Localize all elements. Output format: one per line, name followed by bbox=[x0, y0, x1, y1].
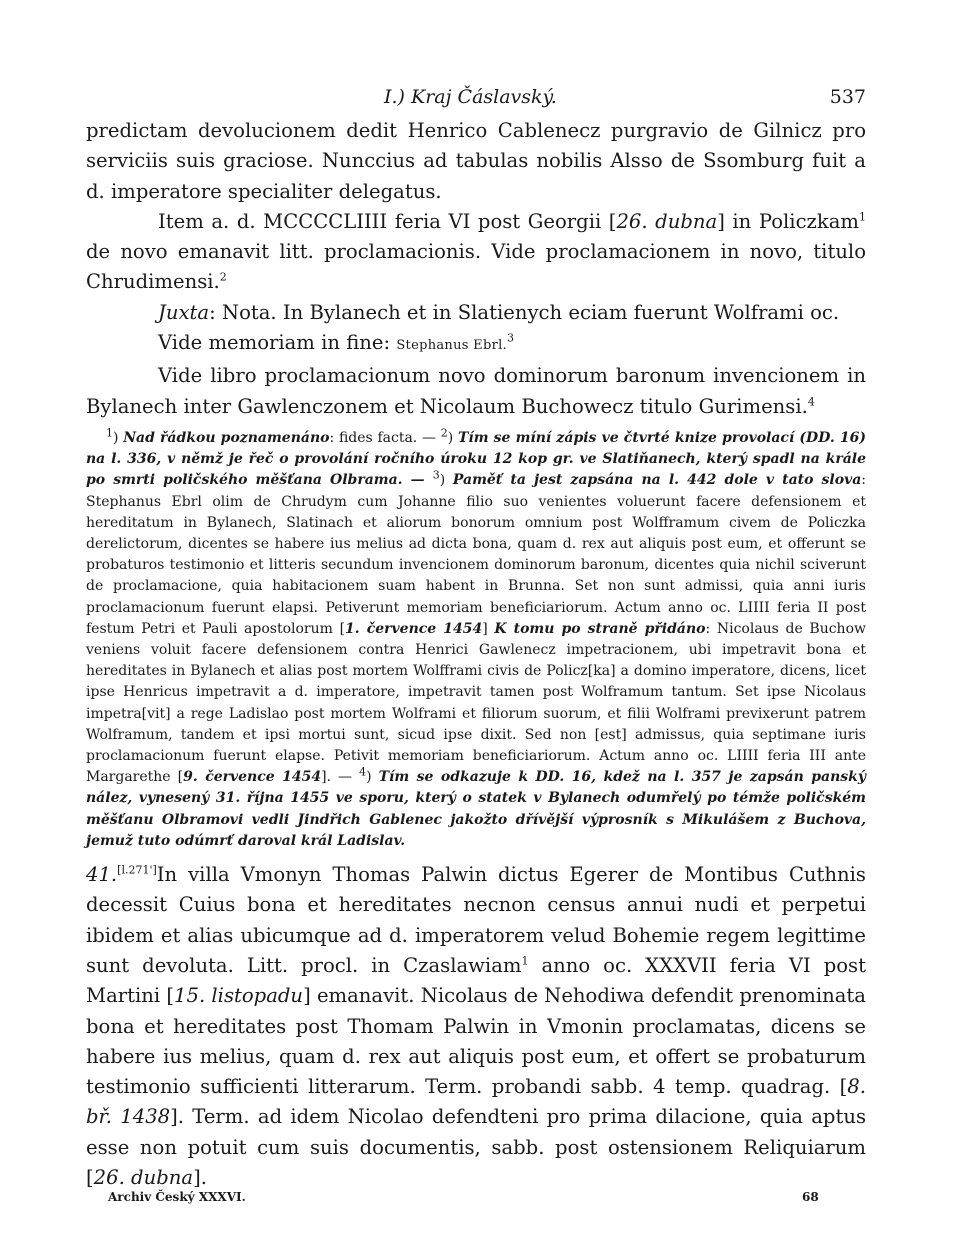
entry-41 bbox=[86, 860, 866, 1193]
paragraph-text: ]. Term. ad idem Nicolao defendteni pro prima dilacione, quia aptus esse non potuit cum suis documentis, sabb. post ostensionem Reliquiarum [ bbox=[86, 1105, 867, 1189]
footnote-ref: 1 bbox=[521, 954, 529, 968]
running-header bbox=[86, 86, 866, 116]
footnote-italic: Paměť ta jest zapsána na l. 442 dole v tato slova bbox=[452, 472, 862, 489]
header-title: I.) Kraj Čáslavský. bbox=[384, 86, 557, 108]
footnote-ref: 1 bbox=[859, 210, 866, 224]
footnote-text: ] bbox=[482, 620, 495, 637]
paragraph-text: In villa Vmonyn Thomas Palwin dictus Egerer de Montibus Cuthnis decessit Cuius bona et hereditates necnon census annui nudi et perpetui ibidem et alias ubicumque ad d. imperatorem velud Bohemie regem legittime sunt devoluta. Litt. procl. in Czaslawiam bbox=[86, 863, 866, 977]
paragraph bbox=[86, 860, 866, 1193]
paragraph-text: predictam devolucionem dedit Henrico Cablenecz purgravio de Gilnicz pro serviciis suis graciose. Nunccius ad tabulas nobilis Alsso de Ssomburg fuit a d. imperatore specialiter delegatus. bbox=[86, 119, 866, 203]
footer-signature: Archiv Český XXXVI. bbox=[108, 1190, 246, 1204]
page bbox=[86, 86, 866, 1193]
date-note: 26. dubna bbox=[616, 209, 718, 233]
paragraph bbox=[86, 207, 866, 298]
page-footer bbox=[108, 1190, 828, 1204]
main-text bbox=[86, 116, 866, 422]
date-note: 26. dubna bbox=[93, 1166, 194, 1189]
footer-sheet-number: 68 bbox=[802, 1190, 819, 1204]
footnote-number: 1 bbox=[106, 426, 113, 440]
paragraph-text: ]. bbox=[193, 1166, 207, 1189]
paragraph-text: Vide memoriam in fine: bbox=[158, 331, 397, 355]
date-note: 8. bř. 1438 bbox=[86, 1075, 866, 1129]
paragraph-text: anno oc. XXXVII feria VI post Martini [ bbox=[86, 953, 866, 1008]
footnote-italic: Tím se odkazuje k DD. 16, kdež na l. 357 je zapsán panský nález, vynesený 31. října 1455 ve sporu, který o statek v Bylanech odumřelý po témže poličském měšťanu Olbramovi vedli Jindřich Gablenec jakožto dřívější výprosník s Mikulášem z Buchova, jemuž tuto odúmrť daroval král Ladislav. bbox=[86, 769, 867, 849]
footnote-block: $^1$) Nad řádkou poznamenáno: fides facta. — $^2$) Tím se míní zápis ve čtvrté knize provolací (DD. 16) na l. 336, v němž je řeč o provolání ročního úroku 12 kop gr. ve Slatiňanech, který spadl na krále po smrti poličského měšťana Olbramа. — $^3$) Paměť ta jest zapsána na l. 442 dole v tato slova: Stephanus Ebrl olim de Chrudym cum Johanne filio suo venientes voluerunt facere defensionem et hereditatum in Bylanech, Slatinach et aliorum bonorum omnium post Wolfframum civem de Policzka derelictorum, dicentes se habere ius melius ad dicta bona, quam d. rex aut aliquis post eum, et offerunt se probaturos testimonio et litteris secundum invencionem dominorum baronum, dicentes quia nichil sciverunt de proclamacione, quia habitacionem suam habent in Brunna. Set non sunt admissi, quia anni iuris proclamacionum fuerunt elapsi. Petiverunt memoriam beneficiariorum. Actum anno oc. LIIII feria II post festum Petri et Pauli apostolorum [1. července 1454] K tomu po straně přidáno: Nicolaus de Buchow veniens voluit facere defensionem contra Henrici Gawlenecz impetracionem, ubi impetravit bona et hereditates in Bylanech et alias post mortem Wolfframi civis de Policz[ka] a domino imperatore, dicens, licet ipse Henricus impetravit a d. imperatore, impetravit tamen post Wolframum tantum. Set ipse Nicolaus impetra[vit] a rege Ladislao post mortem Wolframi et filiorum suorum, et filii Wolframi previxerunt patrem Wolframum, tandem et ipsi mortui sunt, sicud ipse dixit. Sed non [est] admissus, quia septimane iuris proclamacionum fuerunt elapse. Petivit memoriam beneficiariorum. Actum anno oc. LIIII feria III ante Margarethe [9. července 1454]. — $^4$) Tím se odkazuje k DD. 16, kdež na l. 357 je zapsán panský nález, vynesený 31. října 1455 ve sporu, který o statek v Bylanech odumřelý po témže poličském měšťanu Olbramovi vedli Jindřich Gablenec jakožto dřívější výprosník s Mikulášem z Buchova, jemuž tuto odúmrť daroval král Ladislav. bbox=[86, 426, 867, 849]
footnote-ref: 2 bbox=[219, 270, 227, 284]
footnote-text: : Stephanus Ebrl olim de Chrudym cum Johanne filio suo venientes voluerunt facere defensionem et hereditatum in Bylanech, Slatinach et aliorum bonorum omnium post Wolfframum civem de Policzka derelictorum, dicentes se habere ius melius ad dicta bona, quam d. rex aut aliquis post eum, et offerunt se probaturos testimonio et litteris secundum invencionem dominorum baronum, dicentes quia nichil sciverunt de proclamacione, quia habitacionem suam habent in Brunna. Set non sunt admissi, quia anni iuris proclamacionum fuerunt elapsi. Petiverunt memoriam beneficiariorum. Actum anno oc. LIIII feria II post festum Petri et Pauli apostolorum [ bbox=[86, 472, 867, 637]
footnote-italic: Nad řádkou poznamenáno bbox=[123, 429, 330, 446]
footnote-text: : Nicolaus de Buchow veniens voluit facere defensionem contra Henrici Gawlenecz impetracionem, ubi impetravit bona et hereditates in Bylanech et alias post mortem Wolfframi civis de Policz[ka] a domino imperatore, dicens, licet ipse Henricus impetravit a d. imperatore, impetravit tamen post Wolframum tantum. Set ipse Nicolaus impetra[vit] a rege Ladislao post mortem Wolframi et filiorum suorum, et filii Wolframi previxerunt patrem Wolframum, tandem et ipsi mortui sunt, sicud ipse dixit. Sed non [est] admissus, quia septimane iuris proclamacionum fuerunt elapse. Petivit memoriam beneficiariorum. Actum anno oc. LIIII feria III ante Margarethe [ bbox=[86, 620, 866, 786]
footnote-number: 4 bbox=[359, 765, 367, 779]
date-note: 9. července 1454 bbox=[183, 769, 322, 786]
footnote-text: : fides facta. — bbox=[329, 429, 441, 446]
small-caps-text: Stephanus Ebrl. bbox=[396, 338, 507, 354]
footnote-italic: K tomu po straně přidáno bbox=[494, 620, 706, 637]
paragraph-text: ] in Policzkam bbox=[717, 209, 859, 233]
paragraph-text: Vide libro proclamacionum novo dominorum baronum invencionem in Bylanech inter Gawlenczonem et Nicolaum Buchowecz titulo Gurimensi. bbox=[86, 364, 866, 418]
footnote-ref: 4 bbox=[807, 395, 815, 409]
paragraph-text: de novo emanavit litt. proclamacionis. Vide proclamacionem in novo, titulo Chrudimensi. bbox=[86, 240, 866, 294]
footnote-text: ]. — bbox=[321, 769, 360, 786]
footnote-number: 2 bbox=[440, 426, 448, 440]
paragraph-text: Item a. d. MCCCCLIIII feria VI post Georgii [ bbox=[158, 209, 617, 233]
paragraph bbox=[86, 361, 866, 422]
page-number: 537 bbox=[829, 86, 866, 108]
juxta-label: Juxta bbox=[158, 300, 210, 324]
footnote-number: 3 bbox=[432, 468, 440, 482]
date-note: 1. července 1454 bbox=[345, 620, 483, 637]
paragraph-text: ] emanavit. Nicolaus de Nehodiwa defendit prenominata bona et hereditates post Thomam Palwin in Vmonin proclamatas, dicens se habere ius melius, quam d. rex aut aliquis post eum, et offert se probaturum testimonio sufficienti litterarum. Term. probandi sabb. 4 temp. quadrag. [ bbox=[86, 984, 866, 1099]
paragraph-text: : Nota. In Bylanech et in Slatienych eciam fuerunt Wolframi oc. bbox=[209, 300, 840, 324]
footnotes bbox=[86, 428, 866, 852]
paragraph bbox=[86, 298, 866, 328]
paragraph bbox=[86, 328, 866, 361]
entry-number: 41. bbox=[86, 863, 118, 887]
date-note: 15. listopadu bbox=[174, 984, 304, 1008]
paragraph bbox=[86, 116, 866, 207]
folio-ref: [l.271'] bbox=[117, 863, 157, 877]
footnote-italic: Tím se míní zápis ve čtvrté knize provolací (DD. 16) na l. 336, v němž je řeč o provolání ročního úroku 12 kop gr. ve Slatiňanech, který spadl na krále po smrti poličského měšťana Olbramа. — bbox=[86, 429, 866, 489]
footnote-ref: 3 bbox=[506, 331, 514, 345]
